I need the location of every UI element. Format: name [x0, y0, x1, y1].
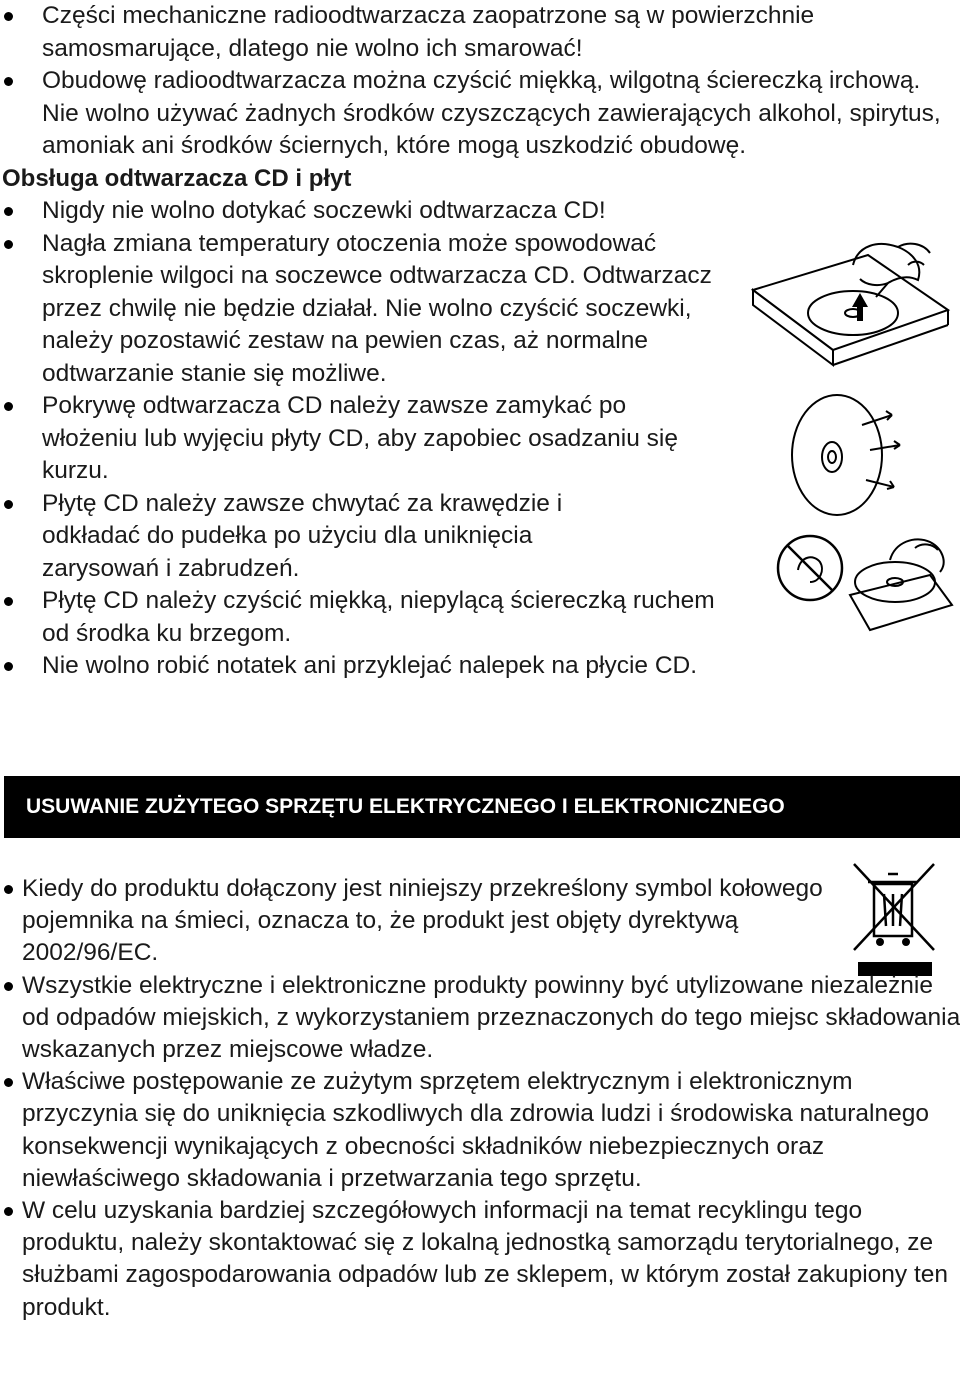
cd-wipe-illustration: [782, 385, 942, 520]
list-item: [0, 0, 942, 65]
list-item: [0, 228, 742, 391]
bullet: [4, 982, 13, 991]
list-item: [0, 195, 802, 228]
bullet: [4, 500, 13, 509]
list-item: [0, 873, 842, 970]
bullet: [4, 662, 13, 671]
cd-item-handling: Płytę CD należy zawsze chwytać za krawędzie i odkładać do pudełka po użyciu dla uniknięcia zarysowań i zabrudzeń.: [42, 489, 563, 582]
cd-item-labels: Nie wolno robić notatek ani przyklejać nalepek na płycie CD.: [42, 652, 698, 679]
list-item: [0, 1195, 952, 1324]
cd-item-lens: Nigdy nie wolno dotykać soczewki odtwarzacza CD!: [42, 197, 606, 224]
cd-item-lid: Pokrywę odtwarzacza CD należy zawsze zamykać po włożeniu lub wyjęciu płyty CD, aby zapobiec osadzaniu się kurzu.: [42, 392, 678, 484]
bullet: [4, 885, 13, 894]
list-item: [0, 650, 862, 683]
bullet: [4, 240, 13, 249]
list-item: [0, 585, 742, 650]
cd-handling-illustration: [748, 235, 958, 370]
bullet: [4, 207, 13, 216]
bullet: [4, 597, 13, 606]
list-item: [0, 488, 652, 586]
disposal-banner: [4, 776, 960, 838]
bullet: [4, 402, 13, 411]
list-item: [0, 65, 960, 163]
list-item: [0, 970, 960, 1067]
banner-title: USUWANIE ZUŻYTEGO SPRZĘTU ELEKTRYCZNEGO I ELEKTRONICZNEGO: [26, 795, 785, 818]
disposal-list: [0, 873, 960, 1324]
list-item: [0, 1066, 960, 1195]
list-item: [0, 390, 722, 488]
cd-item-condensation: Nagła zmiana temperatury otoczenia może spowodować skroplenie wilgoci na soczewce odtwarzacza CD. Odtwarzacz przez chwilę nie będzie działał. Nie wolno czyścić soczewki, należy pozostawić zestaw na pewien czas, aż normalne odtwarzanie stanie się możliwe.: [42, 229, 712, 387]
bullet: [4, 77, 13, 86]
care-item-lubrication: Części mechaniczne radioodtwarzacza zaopatrzone są w powierzchnie samosmarujące, dlatego nie wolno ich smarować!: [42, 2, 815, 62]
bullet: [4, 1207, 13, 1216]
section-heading-cd: Obsługa odtwarzacza CD i płyt: [2, 164, 352, 192]
cd-do-not-touch-illustration: [770, 520, 955, 645]
bullet: [4, 12, 13, 21]
disposal-item-separate: Wszystkie elektryczne i elektroniczne produkty powinny być utylizowane niezależnie od odpadów miejskich, z wykorzystaniem przeznaczonych do tego miejsc składowania wskazanych przez miejscowe władze.: [22, 971, 960, 1064]
disposal-item-symbol: Kiedy do produktu dołączony jest niniejszy przekreślony symbol kołowego pojemnika na śmieci, oznacza to, że produkt jest objęty dyrektywą 2002/96/EC.: [22, 875, 823, 967]
disposal-item-health: Właściwe postępowanie ze zużytym sprzętem elektrycznym i elektronicznym przyczynia się do uniknięcia szkodliwych dla zdrowia ludzi i środowiska naturalnego konsekwencji wynikających z obecności składników niebezpiecznych oraz niewłaściwego składowania i przetwarzania tego sprzętu.: [22, 1068, 929, 1192]
cd-item-cleaning: Płytę CD należy czyścić miękką, niepylącą ściereczką ruchem od środka ku brzegom.: [42, 587, 715, 647]
care-item-housing: Obudowę radioodtwarzacza można czyścić miękką, wilgotną ściereczką irchową. Nie wolno używać żadnych środków czyszczących zawierających alkohol, spirytus, amoniak ani środków ściernych, które mogą uszkodzić obudowę.: [42, 67, 941, 159]
disposal-item-contact: W celu uzyskania bardziej szczegółowych informacji na temat recyklingu tego produktu, należy skontaktować się z lokalną jednostką samorządu terytorialnego, ze służbami zagospodarowania odpadów lub ze sklepem, w którym został zakupiony ten produkt.: [22, 1197, 949, 1321]
bullet: [4, 1078, 13, 1087]
